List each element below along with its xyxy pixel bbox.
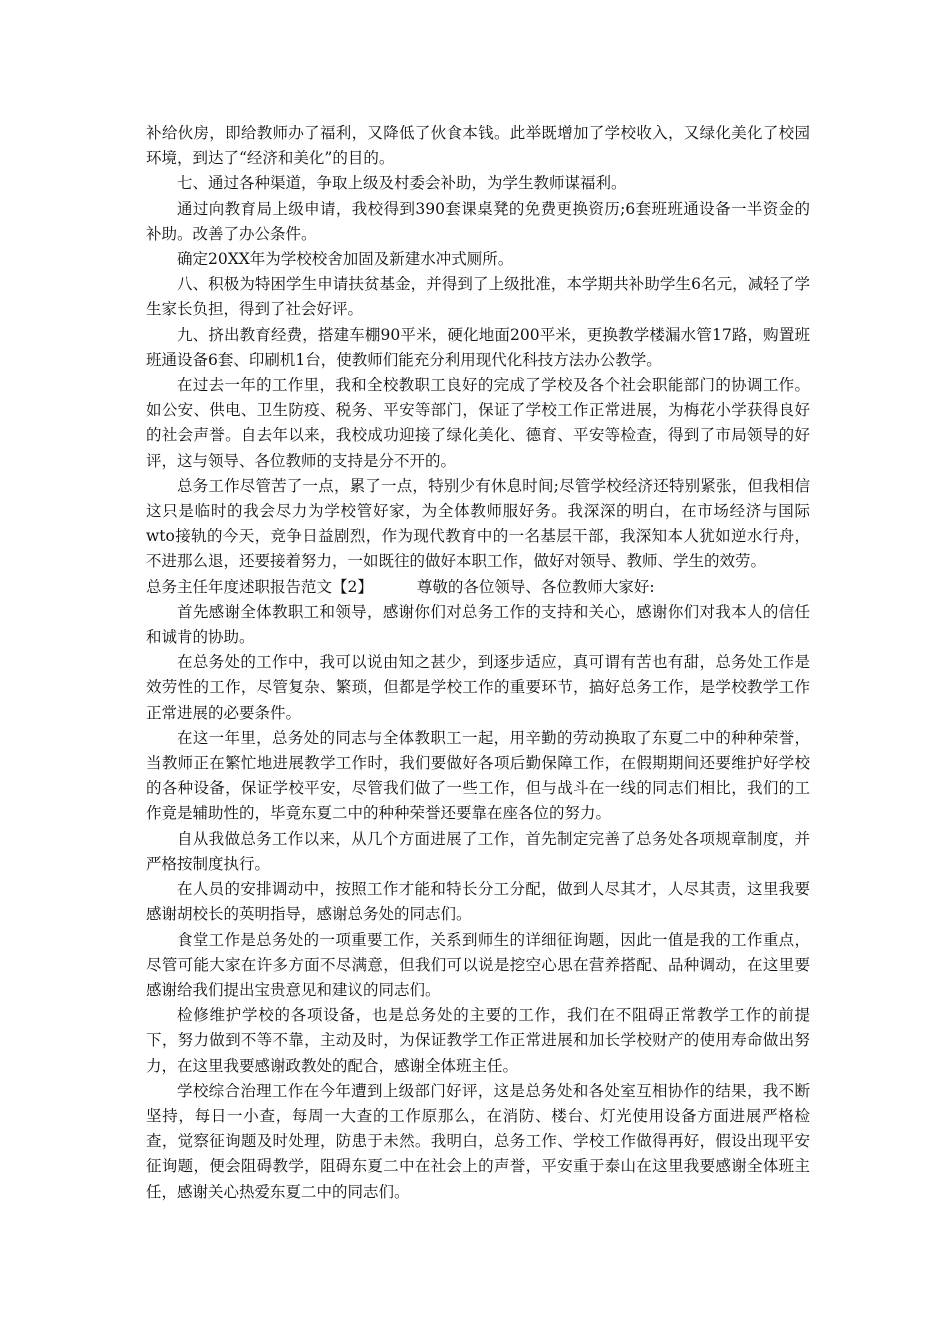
paragraph-15: 检修维护学校的各项设备，也是总务处的主要的工作，我们在不阻碍正常教学工作的前提下，努力做到不等不靠，主动及时，为保证教学工作正常进展和加长学校财产的使用寿命做出努力，在这里我要感谢政教处的配合，感谢全体班主任。 xyxy=(146,1006,810,1075)
paragraph-3: 通过向教育局上级申请，我校得到390套课桌凳的免费更换资历;6套班班通设备一半资金的补助。改善了办公条件。 xyxy=(146,199,810,243)
paragraph-2: 七、通过各种渠道，争取上级及村委会补助，为学生教师谋福利。 xyxy=(177,174,627,193)
paragraph-14: 食堂工作是总务处的一项重要工作，关系到师生的详细征询题，因此一值是我的工作重点，尽管可能大家在许多方面不尽满意，但我们可以说是挖空心思在营养搭配、品种调动，在这里要感谢给我们提出宝贵意见和建议的同志们。 xyxy=(146,930,810,999)
paragraph-7: 在过去一年的工作里，我和全校教职工良好的完成了学校及各个社会职能部门的协调工作。如公安、供电、卫生防疫、税务、平安等部门，保证了学校工作正常进展，为梅花小学获得良好的社会声誉。自去年以来，我校成功迎接了绿化美化、德育、平安等检查，得到了市局领导的好评，这与领导、各位教师的支持是分不开的。 xyxy=(146,376,810,470)
document-body xyxy=(146,121,810,1205)
paragraph-11: 在这一年里，总务处的同志与全体教职工一起，用辛勤的劳动换取了东夏二中的种种荣誉，当教师正在繁忙地进展教学工作时，我们要做好各项后勤保障工作，在假期期间还要维护好学校的各种设备，保证学校平安，尽管我们做了一些工作，但与战斗在一线的同志们相比，我们的工作竟是辅助性的，毕竟东夏二中的种种荣誉还要靠在座各位的努力。 xyxy=(146,728,810,823)
paragraph-4: 确定20XX年为学校校舍加固及新建水冲式厕所。 xyxy=(177,250,514,269)
paragraph-10: 在总务处的工作中，我可以说由知之甚少，到逐步适应，真可谓有苦也有甜，总务处工作是效劳性的工作，尽管复杂、繁琐，但都是学校工作的重要环节，搞好总务工作，是学校教学工作正常进展的必要条件。 xyxy=(146,653,810,722)
paragraph-1: 补给伙房，即给教师办了福利，又降低了伙食本钱。此举既增加了学校收入，又绿化美化了校园环境，到达了“经济和美化”的目的。 xyxy=(146,124,810,168)
paragraph-16: 学校综合治理工作在今年遭到上级部门好评，这是总务处和各处室互相协作的结果，我不断坚持，每日一小查，每周一大查的工作原那么，在消防、楼台、灯光使用设备方面进展严格检查，觉察征询题及时处理，防患于未然。我明白，总务工作、学校工作做得再好，假设出现平安征询题，便会阻碍教学，阻碍东夏二中在社会上的声誉，平安重于泰山在这里我要感谢全体班主任，感谢关心热爱东夏二中的同志们。 xyxy=(146,1081,810,1201)
section-2-heading-line xyxy=(146,575,810,600)
section-2-greeting: 尊敬的各位领导、各位教师大家好: xyxy=(416,577,655,596)
paragraph-8: 总务工作尽管苦了一点，累了一点，特别少有休息时间;尽管学校经济还特别紧张，但我相信这只是临时的我会尽力为学校管好家，为全体教师服好务。我深深的明白，在市场经济与国际wto接轨的今天，竞争日益剧烈，作为现代教育中的一名基层干部，我深知本人犹如逆水行舟，不进那么退，还要接着努力，一如既往的做好本职工作，做好对领导、教师、学生的效劳。 xyxy=(146,476,810,571)
paragraph-5: 八、积极为特困学生申请扶贫基金，并得到了上级批准，本学期共补助学生6名元，减轻了学生家长负担，得到了社会好评。 xyxy=(146,275,810,319)
paragraph-13: 在人员的安排调动中，按照工作才能和特长分工分配，做到人尽其才，人尽其责，这里我要感谢胡校长的英明指导，感谢总务处的同志们。 xyxy=(146,880,810,924)
paragraph-9: 首先感谢全体教职工和领导，感谢你们对总务工作的支持和关心，感谢你们对我本人的信任和诚肯的协助。 xyxy=(146,602,810,647)
section-2-title: 总务主任年度述职报告范文【2】 xyxy=(146,577,373,596)
paragraph-6: 九、挤出教育经费，搭建车棚90平米，硬化地面200平米，更换教学楼漏水管17路，购置班班通设备6套、印刷机1台，使教师们能充分利用现代化科技方法办公教学。 xyxy=(146,325,810,369)
paragraph-12: 自从我做总务工作以来，从几个方面进展了工作，首先制定完善了总务处各项规章制度，并严格按制度执行。 xyxy=(146,829,810,873)
